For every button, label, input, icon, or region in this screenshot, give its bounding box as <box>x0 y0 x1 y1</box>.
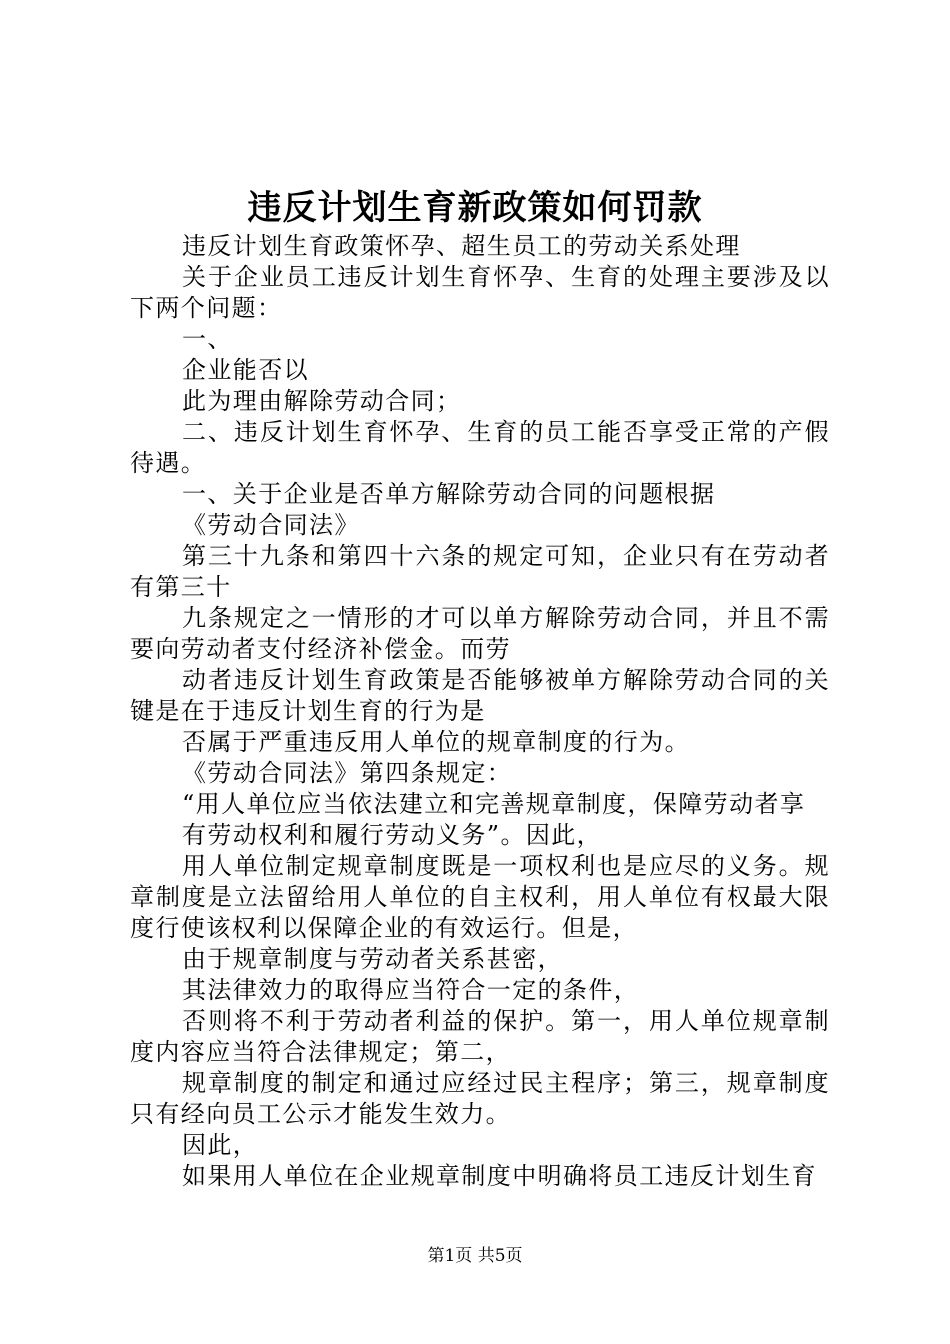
paragraph: 用人单位制定规章制度既是一项权利也是应尽的义务。规章制度是立法留给用人单位的自主权利，用人单位有权最大限度行使该权利以保障企业的有效运行。但是， <box>130 852 830 942</box>
paragraph: 此为理由解除劳动合同； <box>182 387 462 415</box>
paragraph: 《劳动合同法》 <box>182 511 360 539</box>
paragraph: 违反计划生育政策怀孕、超生员工的劳动关系处理 <box>182 232 741 260</box>
paragraph: 第三十九条和第四十六条的规定可知，企业只有在劳动者有第三十 <box>130 542 830 601</box>
paragraph: 一、 <box>182 325 233 353</box>
page-footer: 第1页 共5页 <box>427 1246 523 1266</box>
paragraph: “用人单位应当依法建立和完善规章制度，保障劳动者享 <box>182 790 806 818</box>
paragraph: 动者违反计划生育政策是否能够被单方解除劳动合同的关键是在于违反计划生育的行为是 <box>130 666 830 725</box>
paragraph: 因此， <box>182 1131 259 1159</box>
paragraph: 关于企业员工违反计划生育怀孕、生育的处理主要涉及以下两个问题： <box>130 263 830 322</box>
paragraph: 否则将不利于劳动者利益的保护。第一，用人单位规章制度内容应当符合法律规定；第二， <box>130 1007 830 1066</box>
paragraph: 企业能否以 <box>182 356 309 384</box>
paragraph: 否属于严重违反用人单位的规章制度的行为。 <box>182 728 690 756</box>
paragraph: 其法律效力的取得应当符合一定的条件， <box>182 976 640 1004</box>
paragraph: 有劳动权利和履行劳动义务”。因此， <box>182 821 603 849</box>
paragraph: 由于规章制度与劳动者关系甚密， <box>182 945 563 973</box>
paragraph: 如果用人单位在企业规章制度中明确将员工违反计划生育 <box>182 1162 817 1190</box>
paragraph: 规章制度的制定和通过应经过民主程序；第三，规章制度只有经向员工公示才能发生效力。 <box>130 1069 830 1128</box>
document-title: 违反计划生育新政策如何罚款 <box>247 188 703 228</box>
paragraph: 一、关于企业是否单方解除劳动合同的问题根据 <box>182 480 716 508</box>
paragraph: 二、违反计划生育怀孕、生育的员工能否享受正常的产假待遇。 <box>130 418 830 477</box>
paragraph: 《劳动合同法》第四条规定： <box>182 759 513 787</box>
paragraph: 九条规定之一情形的才可以单方解除劳动合同，并且不需要向劳动者支付经济补偿金。而劳 <box>130 604 830 663</box>
document-body <box>130 231 830 1192</box>
